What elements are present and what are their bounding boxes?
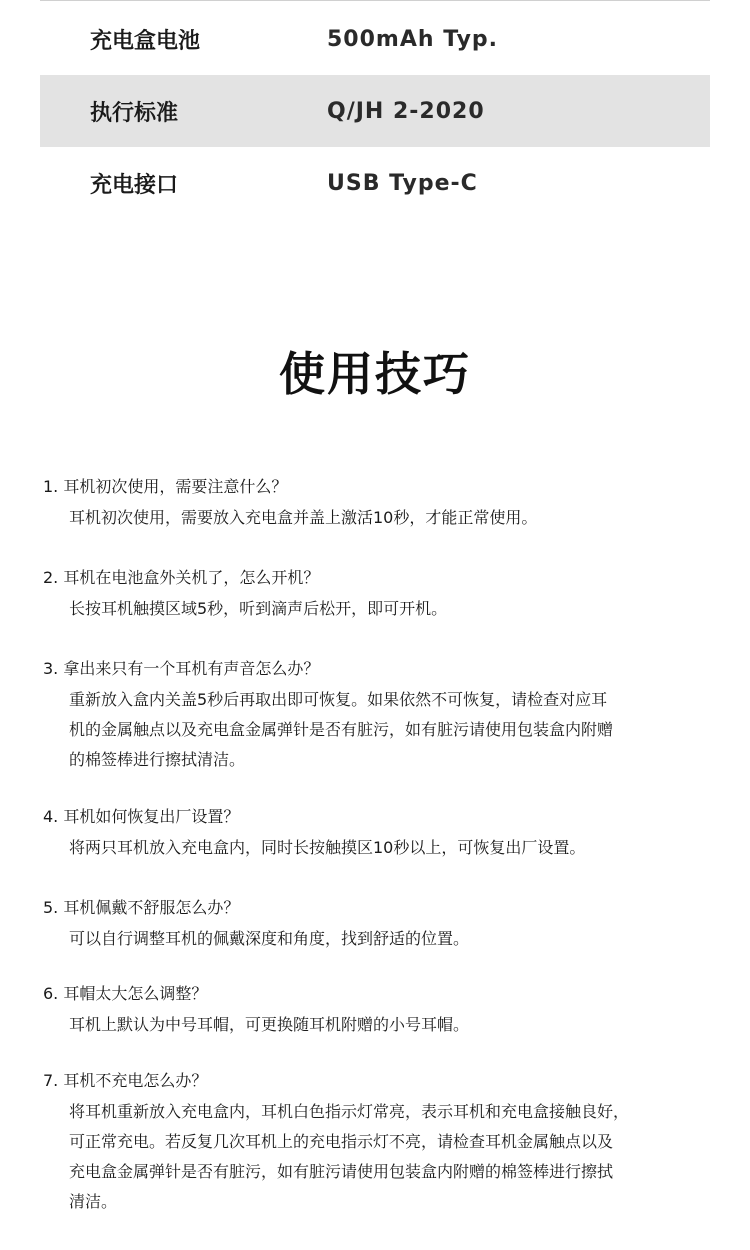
section-title: 使用技巧: [279, 347, 471, 401]
tip-question: 3. 拿出来只有一个耳机有声音怎么办？: [43, 659, 320, 678]
tip-answer-line: 长按耳机触摸区域5秒，听到滴声后松开，即可开机。: [69, 599, 448, 618]
tip-answer-line: 将耳机重新放入充电盒内，耳机白色指示灯常亮，表示耳机和充电盒接触良好，: [69, 1102, 630, 1121]
tip-question: 1. 耳机初次使用，需要注意什么？: [43, 477, 288, 496]
spec-label: 充电盒电池: [90, 28, 201, 54]
tip-question: 5. 耳机佩戴不舒服怎么办？: [43, 898, 240, 917]
spec-table: [40, 3, 710, 219]
spec-row-port: [40, 147, 710, 219]
spec-label: 充电接口: [90, 172, 179, 198]
tip-answer: [69, 924, 719, 954]
tip-answer: [69, 1010, 719, 1040]
tip-answer-line: 充电盒金属弹针是否有脏污，如有脏污请使用包装盒内附赠的棉签棒进行擦拭: [69, 1162, 614, 1181]
tip-question: 6. 耳帽太大怎么调整？: [43, 984, 208, 1003]
tip-answer-line: 机的金属触点以及充电盒金属弹针是否有脏污，如有脏污请使用包装盒内附赠: [69, 720, 614, 739]
tip-answer-line: 的棉签棒进行擦拭清洁。: [69, 750, 246, 769]
tip-answer: [69, 1097, 719, 1217]
spec-value: Q/JH 2-2020: [327, 98, 485, 124]
tip-answer: [69, 833, 719, 863]
tip-answer-line: 耳机上默认为中号耳帽，可更换随耳机附赠的小号耳帽。: [69, 1015, 470, 1034]
spec-label: 执行标准: [90, 100, 179, 126]
tip-answer-line: 可以自行调整耳机的佩戴深度和角度，找到舒适的位置。: [69, 929, 470, 948]
tip-answer-line: 可正常充电。若反复几次耳机上的充电指示灯不亮，请检查耳机金属触点以及: [69, 1132, 614, 1151]
tip-question: 7. 耳机不充电怎么办？: [43, 1071, 208, 1090]
tip-question: 2. 耳机在电池盒外关机了，怎么开机？: [43, 568, 320, 587]
spec-value: 500mAh Typ.: [327, 26, 499, 52]
spec-row-battery: [40, 3, 710, 75]
spec-row-standard: [40, 75, 710, 147]
top-divider: [40, 0, 710, 1]
spec-value: USB Type-C: [327, 170, 478, 196]
tip-answer: [69, 503, 719, 533]
tip-answer-line: 重新放入盒内关盖5秒后再取出即可恢复。如果依然不可恢复，请检查对应耳: [69, 690, 608, 709]
tip-answer-line: 耳机初次使用，需要放入充电盒并盖上激活10秒，才能正常使用。: [69, 508, 538, 527]
tip-answer-line: 将两只耳机放入充电盒内，同时长按触摸区10秒以上，可恢复出厂设置。: [69, 838, 586, 857]
tip-answer: [69, 685, 719, 775]
tip-answer-line: 清洁。: [69, 1192, 118, 1211]
tip-question: 4. 耳机如何恢复出厂设置？: [43, 807, 240, 826]
tip-answer: [69, 594, 719, 624]
